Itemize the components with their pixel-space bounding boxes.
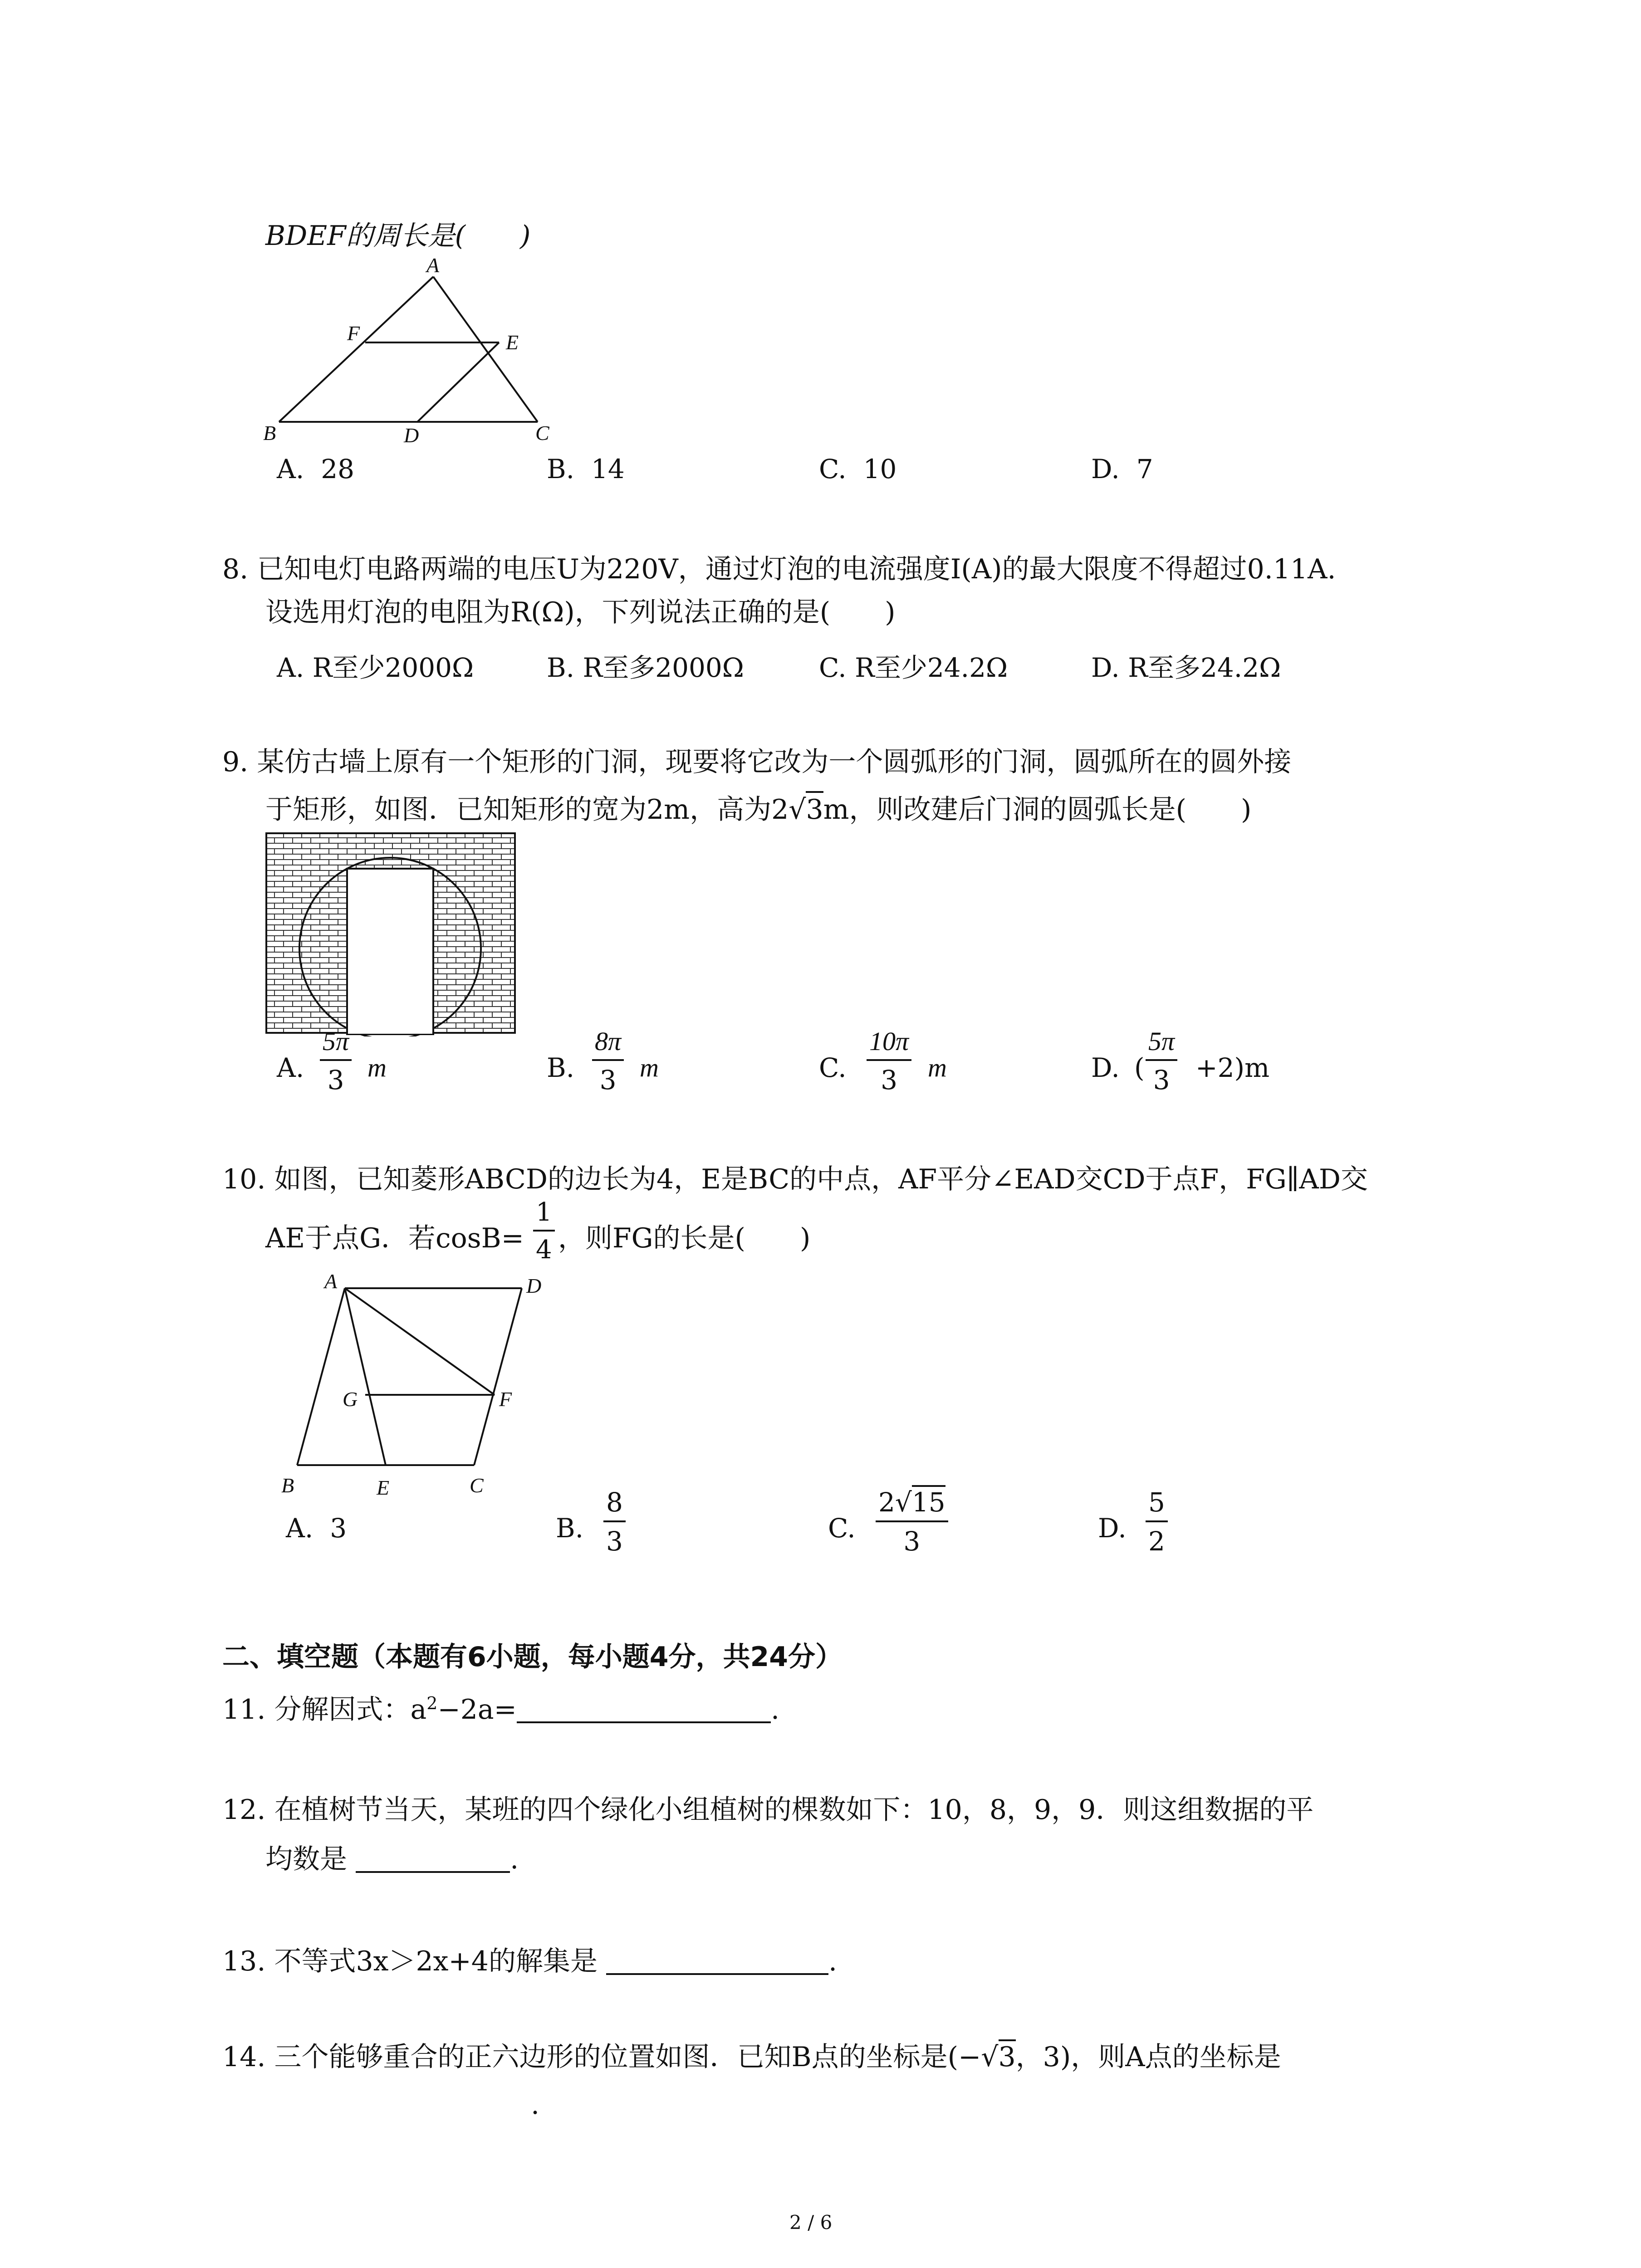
q9-option-b-unit: m — [640, 1053, 659, 1082]
q10-label-a: A — [324, 1270, 338, 1293]
q9-option-d-den: 3 — [1153, 1065, 1170, 1095]
page-number: 2 / 6 — [789, 2211, 833, 2234]
q7-option-b-label: B. — [547, 454, 575, 484]
q9-line2-part-b: m，则改建后门洞的圆弧长是( ) — [823, 794, 1252, 826]
q8-line1: 8. 已知电灯电路两端的电压U为220V，通过灯泡的电流强度I(A)的最大限度不得超过0.11A. — [222, 553, 1336, 585]
q9-option-d-num: 5π — [1146, 1026, 1177, 1061]
q7-label-c: C — [535, 421, 549, 445]
q9-option-d-fraction[interactable] — [1146, 1026, 1177, 1095]
q9-option-c-unit: m — [928, 1053, 947, 1082]
q7-option-d-label: D. — [1091, 454, 1120, 484]
q9-sqrt-symbol: √ — [789, 794, 806, 826]
section-2-title: 二、填空题（本题有6小题，每小题4分，共24分） — [222, 1641, 843, 1673]
q14-text-b: ，3)，则A点的坐标是 — [1015, 2041, 1281, 2073]
q12-line1: 12. 在植树节当天，某班的四个绿化小组植树的棵数如下：10，8，9，9．则这组数据的平 — [222, 1794, 1314, 1826]
q10-option-a-label: A. — [286, 1513, 314, 1544]
q7-option-c-label: C. — [819, 454, 847, 484]
q9-option-d-open: ( — [1134, 1052, 1145, 1083]
q14-answer-end: . — [531, 2089, 540, 2121]
q8-option-d[interactable]: D. R至多24.2Ω — [1091, 652, 1281, 683]
q9-option-a-den: 3 — [327, 1065, 344, 1095]
q9-line2 — [265, 794, 1252, 826]
q7-option-b[interactable] — [547, 454, 625, 484]
q10-rhombus-figure — [268, 1270, 576, 1501]
q10-option-b-label[interactable]: B. — [556, 1513, 584, 1544]
q10-option-d-den: 2 — [1148, 1526, 1165, 1557]
q10-option-c-den: 3 — [903, 1526, 921, 1557]
q10-option-c-label[interactable]: C. — [828, 1513, 856, 1544]
q8-line2: 设选用灯泡的电阻为R(Ω)，下列说法正确的是( ) — [265, 596, 896, 628]
q9-option-c-fraction[interactable] — [867, 1026, 911, 1095]
q7-option-c[interactable] — [819, 454, 896, 484]
q7-label-b: B — [263, 421, 276, 445]
q10-option-d-fraction[interactable] — [1146, 1487, 1168, 1557]
q14-sqrt-value: 3 — [999, 2039, 1016, 2073]
q9-option-b-fraction[interactable] — [592, 1026, 624, 1095]
q10-label-c: C — [470, 1474, 484, 1497]
q9-option-a-label[interactable]: A. — [277, 1052, 304, 1083]
q12-line2-text: 均数是 — [265, 1843, 347, 1875]
q10-option-c-fraction[interactable] — [876, 1487, 948, 1557]
q10-option-d-label[interactable]: D. — [1098, 1513, 1127, 1544]
q10-line2-part-b: ，则FG的长是( ) — [558, 1222, 811, 1254]
q10-option-c-num: 2√15 — [876, 1487, 948, 1522]
q10-label-e: E — [377, 1476, 390, 1499]
q7-stem-tail: BDEF的周长是( ) — [265, 220, 531, 252]
q9-option-c-num: 10π — [867, 1026, 911, 1061]
q10-option-a-value: 3 — [330, 1513, 347, 1544]
q11-text-a: 11. 分解因式：a — [222, 1694, 427, 1725]
q11-answer-blank[interactable] — [517, 1694, 771, 1723]
q13-text: 13. 不等式3x＞2x+4的解集是 — [222, 1945, 598, 1977]
q7-option-d-value: 7 — [1136, 454, 1153, 484]
q10-cos-fraction — [533, 1198, 555, 1265]
q10-cos-den: 4 — [536, 1235, 552, 1265]
q9-option-c-den: 3 — [881, 1065, 897, 1095]
q7-label-f: F — [347, 322, 360, 345]
q13-answer-blank[interactable] — [606, 1946, 828, 1975]
q13 — [222, 1946, 837, 1975]
q8-option-b[interactable]: B. R至多2000Ω — [547, 652, 744, 683]
q7-triangle-figure — [254, 254, 572, 449]
q9-option-b-label[interactable]: B. — [547, 1052, 575, 1083]
q10-option-c-coef: 2 — [878, 1487, 895, 1518]
q11-exponent: 2 — [426, 1693, 438, 1713]
q10-option-c-sqrt: 15 — [912, 1485, 945, 1518]
q7-option-c-value: 10 — [863, 454, 897, 484]
q7-label-e: E — [506, 331, 519, 354]
q9-line1: 9. 某仿古墙上原有一个矩形的门洞，现要将它改为一个圆弧形的门洞，圆弧所在的圆外接 — [222, 746, 1292, 778]
q9-option-c-label[interactable]: C. — [819, 1052, 847, 1083]
q8-option-c[interactable]: C. R至少24.2Ω — [819, 652, 1008, 683]
q9-option-d-label[interactable]: D. — [1091, 1052, 1120, 1083]
q10-label-g: G — [343, 1388, 358, 1411]
q12-line2 — [265, 1844, 519, 1873]
q9-option-a-fraction[interactable] — [320, 1026, 352, 1095]
q14-sqrt-symbol: √ — [981, 2041, 999, 2073]
q9-option-b-den: 3 — [599, 1065, 617, 1095]
q9-wall-doorway-figure — [265, 832, 519, 1036]
q7-option-d[interactable] — [1091, 454, 1153, 484]
q7-option-a[interactable] — [277, 454, 354, 484]
q9-sqrt-value: 3 — [806, 791, 823, 826]
q12-answer-blank[interactable] — [356, 1844, 510, 1873]
q12-end: . — [510, 1843, 519, 1875]
q9-line2-part-a: 于矩形，如图．已知矩形的宽为2m，高为2 — [265, 794, 789, 826]
q8-option-a[interactable]: A. R至少2000Ω — [277, 652, 474, 683]
q10-line2-part-a: AE于点G．若cosB= — [265, 1222, 524, 1254]
q11-end: . — [770, 1694, 780, 1725]
q14-text-a: 14. 三个能够重合的正六边形的位置如图．已知B点的坐标是(− — [222, 2041, 981, 2073]
q10-option-d-num: 5 — [1146, 1487, 1168, 1522]
q13-end: . — [828, 1945, 838, 1977]
q10-label-d: D — [526, 1274, 542, 1297]
q10-line1: 10. 如图，已知菱形ABCD的边长为4，E是BC的中点，AF平分∠EAD交CD于点F，FG∥AD交 — [222, 1163, 1368, 1195]
q10-option-a[interactable] — [286, 1513, 347, 1544]
q9-option-d-tail: +2)m — [1195, 1052, 1270, 1083]
q10-option-b-den: 3 — [606, 1526, 623, 1557]
q9-option-a-unit: m — [367, 1053, 387, 1082]
q11 — [222, 1694, 779, 1723]
q7-option-a-value: 28 — [321, 454, 355, 484]
q9-option-b-num: 8π — [592, 1026, 624, 1061]
q10-label-b: B — [281, 1474, 294, 1497]
q7-label-a: A — [426, 254, 440, 277]
q7-option-a-label: A. — [277, 454, 304, 484]
q10-option-b-num: 8 — [603, 1487, 626, 1522]
q7-label-d: D — [404, 424, 419, 447]
q10-label-f: F — [499, 1388, 512, 1411]
q11-text-b: −2a= — [437, 1694, 517, 1725]
q10-cos-num: 1 — [533, 1198, 555, 1232]
q7-option-b-value: 14 — [591, 454, 625, 484]
q14 — [222, 2043, 1281, 2071]
q9-option-a-num: 5π — [320, 1026, 352, 1061]
q10-option-b-fraction[interactable] — [603, 1487, 626, 1557]
